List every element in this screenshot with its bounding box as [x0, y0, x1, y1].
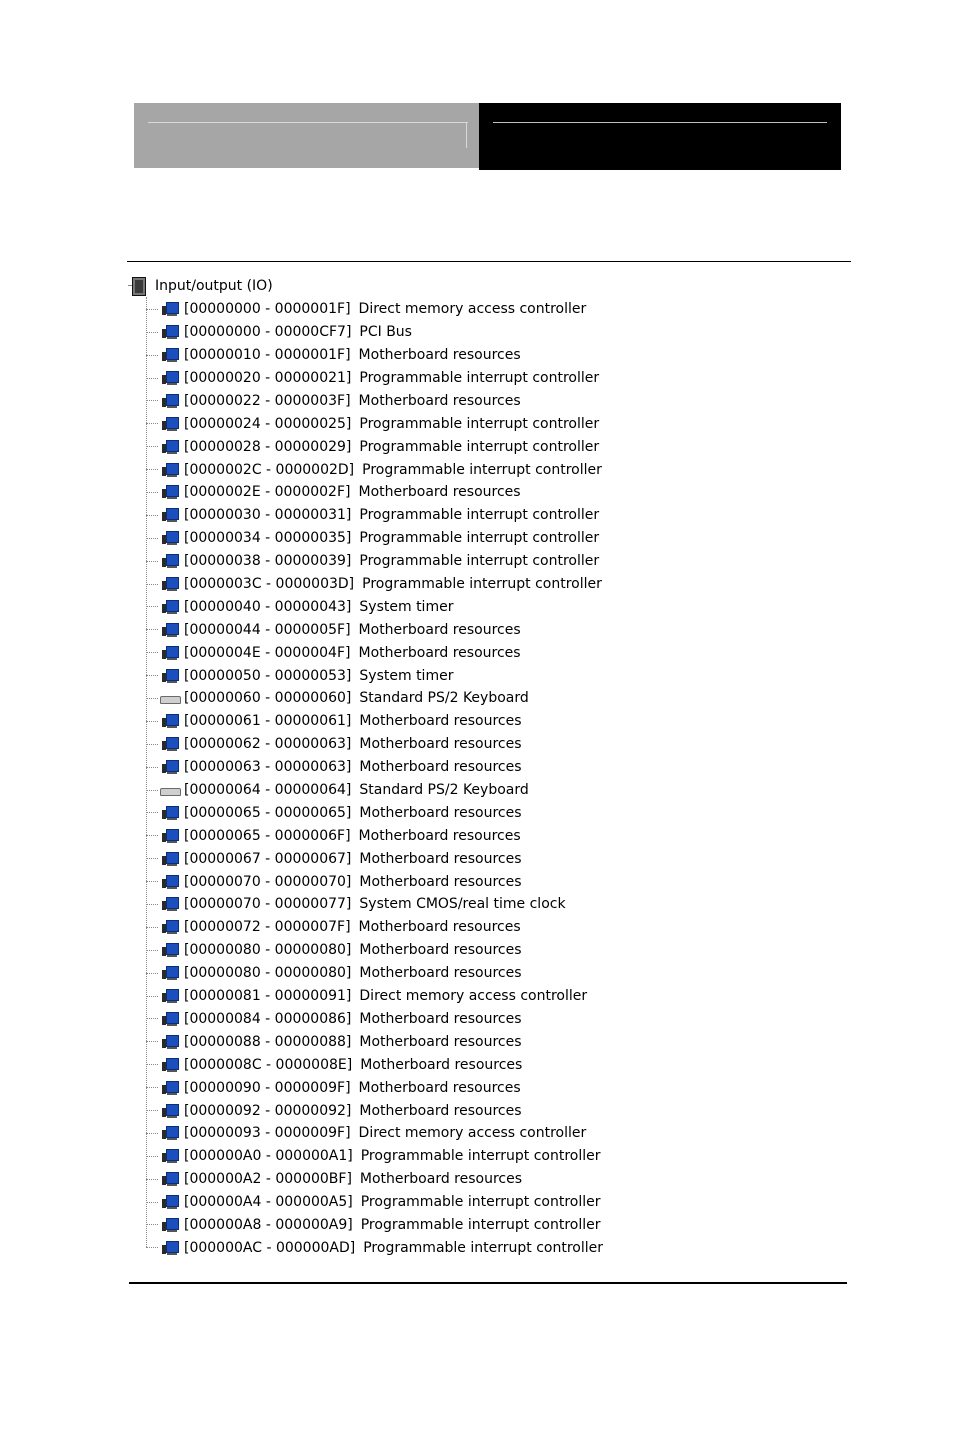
tree-branch-line: [146, 538, 158, 539]
io-range: [00000090 - 0000009F]: [184, 1079, 351, 1096]
tree-branch-line: [146, 973, 158, 974]
io-range: [0000004E - 0000004F]: [184, 644, 351, 661]
device-icon: [159, 1011, 179, 1027]
io-range: [000000A4 - 000000A5]: [184, 1194, 353, 1211]
tree-branch-line: [146, 996, 158, 997]
device-icon: [159, 668, 179, 684]
io-range: [0000002C - 0000002D]: [184, 461, 355, 478]
tree-item[interactable]: [128, 824, 603, 847]
device-icon: [159, 874, 179, 890]
io-range: [00000038 - 00000039]: [184, 553, 352, 570]
device-icon: [159, 301, 179, 317]
io-range: [00000063 - 00000063]: [184, 759, 352, 776]
device-name: Programmable interrupt controller: [362, 576, 602, 593]
tree-branch-line: [146, 378, 158, 379]
device-name: Motherboard resources: [359, 1010, 522, 1027]
tree-branch-line: [146, 1064, 158, 1065]
tree-item[interactable]: [128, 1214, 603, 1237]
tree-branch-line: [146, 950, 158, 951]
device-icon: [159, 530, 179, 546]
io-range: [00000072 - 0000007F]: [184, 919, 351, 936]
header-right-band: [479, 103, 841, 170]
device-icon: [159, 713, 179, 729]
tree-item[interactable]: [128, 1191, 603, 1214]
io-range: [000000A0 - 000000A1]: [184, 1148, 353, 1165]
device-name: Motherboard resources: [359, 942, 522, 959]
device-name: Motherboard resources: [358, 644, 521, 661]
tree-item[interactable]: [128, 504, 603, 527]
tree-items: [128, 298, 603, 1259]
tree-branch-line: [146, 400, 158, 401]
device-name: Programmable interrupt controller: [359, 530, 600, 547]
device-name: Standard PS/2 Keyboard: [359, 782, 529, 799]
device-name: Motherboard resources: [359, 804, 522, 821]
tree-branch-line: [146, 1041, 158, 1042]
device-name: Direct memory access controller: [359, 988, 588, 1005]
io-range: [00000030 - 00000031]: [184, 507, 352, 524]
device-icon: [159, 919, 179, 935]
tree-item[interactable]: [128, 1030, 603, 1053]
device-name: Programmable interrupt controller: [360, 1148, 601, 1165]
device-name: Direct memory access controller: [358, 301, 587, 318]
device-icon: [159, 645, 179, 661]
device-icon: [159, 805, 179, 821]
device-icon: [159, 759, 179, 775]
io-range: [00000067 - 00000067]: [184, 850, 352, 867]
tree-item[interactable]: [128, 1168, 603, 1191]
device-icon: [159, 553, 179, 569]
tree-branch-line: [146, 423, 158, 424]
device-name: System CMOS/real time clock: [359, 896, 566, 913]
io-range: [00000034 - 00000035]: [184, 530, 352, 547]
device-name: Motherboard resources: [358, 347, 521, 364]
device-icon: [159, 1171, 179, 1187]
device-name: Programmable interrupt controller: [359, 438, 600, 455]
device-name: Motherboard resources: [359, 759, 522, 776]
io-range: [00000080 - 00000080]: [184, 965, 352, 982]
io-range: [00000092 - 00000092]: [184, 1102, 352, 1119]
io-range: [00000028 - 00000029]: [184, 438, 352, 455]
io-range: [00000064 - 00000064]: [184, 782, 352, 799]
device-icon: [159, 942, 179, 958]
tree-item[interactable]: [128, 1236, 603, 1259]
tree-branch-line: [146, 492, 158, 493]
tree-branch-line: [146, 561, 158, 562]
tree-item[interactable]: [128, 893, 603, 916]
io-range: [00000070 - 00000070]: [184, 873, 352, 890]
io-range: [00000010 - 0000001F]: [184, 347, 351, 364]
io-range: [00000088 - 00000088]: [184, 1033, 352, 1050]
tree-item[interactable]: [128, 435, 603, 458]
device-icon: [159, 324, 179, 340]
tree-item[interactable]: [128, 962, 603, 985]
device-icon: [159, 851, 179, 867]
io-range: [000000AC - 000000AD]: [184, 1239, 356, 1256]
tree-item[interactable]: [128, 710, 603, 733]
device-icon: [159, 965, 179, 981]
tree-branch-line: [146, 469, 158, 470]
keyboard-icon: [159, 690, 179, 706]
io-range: [00000093 - 0000009F]: [184, 1125, 351, 1142]
device-tree: [128, 275, 728, 1265]
tree-item[interactable]: [128, 756, 603, 779]
device-icon: [159, 736, 179, 752]
tree-branch-line: [146, 767, 158, 768]
tree-branch-line: [146, 629, 158, 630]
device-name: Standard PS/2 Keyboard: [359, 690, 529, 707]
tree-branch-line: [146, 881, 158, 882]
tree-item[interactable]: [128, 412, 603, 435]
device-name: Programmable interrupt controller: [360, 1194, 601, 1211]
header-left-band: [134, 103, 479, 168]
tree-item[interactable]: [128, 298, 603, 321]
device-name: Motherboard resources: [359, 1171, 523, 1188]
device-name: Direct memory access controller: [358, 1125, 587, 1142]
top-divider: [127, 261, 851, 262]
io-range: [00000050 - 00000053]: [184, 667, 352, 684]
device-icon: [159, 416, 179, 432]
device-name: PCI Bus: [359, 324, 412, 341]
header-left-rule: [148, 122, 468, 123]
io-range: [00000020 - 00000021]: [184, 370, 352, 386]
tree-item[interactable]: [128, 733, 603, 756]
tree-branch-line: [146, 858, 158, 859]
device-name: Motherboard resources: [358, 621, 521, 638]
tree-item[interactable]: [128, 458, 603, 481]
device-icon: [159, 439, 179, 455]
io-range: [00000080 - 00000080]: [184, 942, 352, 959]
tree-item[interactable]: [128, 801, 603, 824]
device-icon: [159, 1080, 179, 1096]
tree-item[interactable]: [128, 870, 603, 893]
tree-item[interactable]: [128, 481, 603, 504]
device-name: System timer: [359, 598, 454, 615]
tree-branch-line: [146, 790, 158, 791]
device-name: Motherboard resources: [358, 1079, 521, 1096]
tree-branch-line: [146, 721, 158, 722]
tree-item[interactable]: [128, 641, 603, 664]
device-name: Motherboard resources: [359, 1033, 522, 1050]
io-range: [00000040 - 00000043]: [184, 598, 352, 615]
tree-branch-line: [146, 812, 158, 813]
keyboard-icon: [159, 782, 179, 798]
device-name: Programmable interrupt controller: [359, 415, 600, 432]
device-icon: [159, 1194, 179, 1210]
tree-item[interactable]: [128, 1145, 603, 1168]
device-name: Programmable interrupt controller: [359, 370, 600, 386]
tree-item[interactable]: [128, 573, 603, 596]
tree-branch-line: [146, 332, 158, 333]
tree-branch-line: [146, 1018, 158, 1019]
device-name: Programmable interrupt controller: [360, 1216, 601, 1233]
device-icon: [159, 988, 179, 1004]
io-range: [00000061 - 00000061]: [184, 713, 352, 730]
device-name: Programmable interrupt controller: [359, 553, 600, 570]
device-icon: [159, 1034, 179, 1050]
tree-branch-line: [146, 584, 158, 585]
io-range: [00000000 - 00000CF7]: [184, 324, 352, 341]
tree-item[interactable]: [128, 618, 603, 641]
io-range: [00000000 - 0000001F]: [184, 301, 351, 318]
header-right-rule: [493, 122, 827, 123]
tree-branch-line: [146, 1224, 158, 1225]
tree-item[interactable]: [128, 550, 603, 573]
tree-item[interactable]: [128, 1008, 603, 1031]
io-range: [00000062 - 00000063]: [184, 736, 352, 753]
device-icon: [159, 347, 179, 363]
tree-root-node[interactable]: [132, 275, 273, 297]
device-icon: [159, 622, 179, 638]
tree-root-label: Input/output (IO): [155, 278, 273, 294]
tree-item[interactable]: [128, 344, 603, 367]
device-icon: [159, 393, 179, 409]
tree-item[interactable]: [128, 1122, 603, 1145]
io-range: [00000065 - 00000065]: [184, 804, 352, 821]
device-icon: [159, 828, 179, 844]
device-name: Motherboard resources: [360, 1056, 523, 1073]
io-range: [00000084 - 00000086]: [184, 1010, 352, 1027]
io-range: [00000022 - 0000003F]: [184, 392, 351, 409]
tree-item[interactable]: [128, 939, 603, 962]
device-name: Motherboard resources: [359, 1102, 522, 1119]
device-icon: [159, 1125, 179, 1141]
tree-item[interactable]: [128, 1099, 603, 1122]
tree-branch-line: [146, 446, 158, 447]
tree-item[interactable]: [128, 985, 603, 1008]
device-icon: [159, 576, 179, 592]
tree-item[interactable]: [128, 595, 603, 618]
device-name: Motherboard resources: [358, 484, 521, 501]
device-name: Programmable interrupt controller: [362, 461, 602, 478]
tree-branch-line: [146, 355, 158, 356]
device-icon: [159, 599, 179, 615]
device-icon: [159, 896, 179, 912]
io-range: [0000008C - 0000008E]: [184, 1056, 353, 1073]
device-name: Motherboard resources: [359, 713, 522, 730]
device-name: Motherboard resources: [358, 392, 521, 409]
io-range: [0000003C - 0000003D]: [184, 576, 355, 593]
tree-item[interactable]: [128, 687, 603, 710]
io-range: [000000A2 - 000000BF]: [184, 1171, 352, 1188]
io-range: [0000002E - 0000002F]: [184, 484, 351, 501]
device-name: Motherboard resources: [358, 919, 521, 936]
tree-branch-line: [146, 309, 158, 310]
device-name: Motherboard resources: [359, 850, 522, 867]
tree-branch-line: [146, 927, 158, 928]
bottom-divider: [129, 1282, 847, 1284]
tree-branch-line: [146, 1110, 158, 1111]
tree-branch-line: [146, 652, 158, 653]
io-range: [00000070 - 00000077]: [184, 896, 352, 913]
io-range: [00000024 - 00000025]: [184, 415, 352, 432]
device-icon: [159, 1103, 179, 1119]
tree-item[interactable]: [128, 321, 603, 344]
tree-branch-line: [146, 1202, 158, 1203]
tree-branch-line: [146, 698, 158, 699]
tree-item[interactable]: [128, 1076, 603, 1099]
device-name: Motherboard resources: [359, 873, 522, 890]
device-icon: [159, 1057, 179, 1073]
tree-item[interactable]: [128, 389, 603, 412]
tree-branch-line: [146, 835, 158, 836]
device-icon: [159, 1217, 179, 1233]
io-range: [00000044 - 0000005F]: [184, 621, 351, 638]
device-icon: [159, 1148, 179, 1164]
device-icon: [159, 507, 179, 523]
device-name: Motherboard resources: [359, 965, 522, 982]
io-range: [00000081 - 00000091]: [184, 988, 352, 1005]
header-left-tick: [466, 122, 467, 148]
device-icon: [159, 462, 179, 478]
tree-item[interactable]: [128, 847, 603, 870]
tree-branch-line: [146, 1156, 158, 1157]
tree-item[interactable]: [128, 916, 603, 939]
tree-branch-line: [146, 515, 158, 516]
tree-item[interactable]: [128, 779, 603, 802]
tree-item[interactable]: [128, 1053, 603, 1076]
chip-icon: [132, 277, 146, 296]
device-icon: [159, 484, 179, 500]
tree-branch-line: [146, 1247, 158, 1248]
device-icon: [159, 1240, 179, 1256]
device-name: Motherboard resources: [358, 827, 521, 844]
io-range: [00000060 - 00000060]: [184, 690, 352, 707]
tree-branch-line: [146, 606, 158, 607]
tree-branch-line: [146, 1087, 158, 1088]
tree-branch-line: [146, 675, 158, 676]
device-icon: [159, 370, 179, 386]
tree-item[interactable]: [128, 664, 603, 687]
device-name: System timer: [359, 667, 454, 684]
tree-branch-line: [146, 744, 158, 745]
tree-branch-line: [146, 1133, 158, 1134]
tree-item[interactable]: [128, 367, 603, 390]
device-name: Programmable interrupt controller: [359, 507, 600, 524]
tree-branch-line: [146, 904, 158, 905]
io-range: [00000065 - 0000006F]: [184, 827, 351, 844]
tree-branch-line: [146, 1179, 158, 1180]
io-range: [000000A8 - 000000A9]: [184, 1216, 353, 1233]
device-name: Programmable interrupt controller: [363, 1239, 603, 1256]
device-name: Motherboard resources: [359, 736, 522, 753]
tree-item[interactable]: [128, 527, 603, 550]
